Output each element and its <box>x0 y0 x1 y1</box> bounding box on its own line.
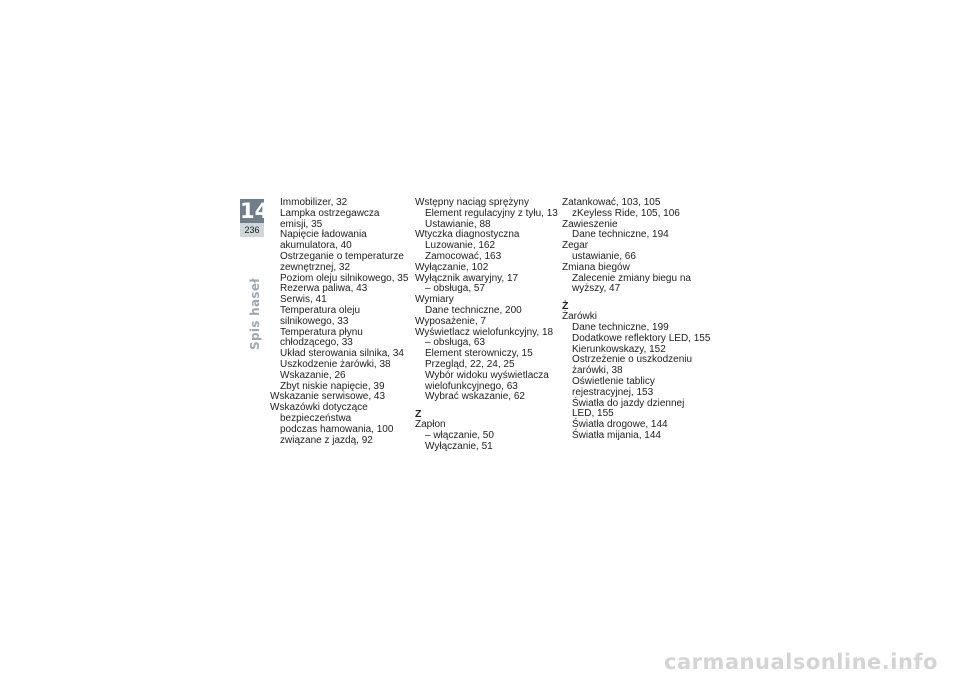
chapter-number: 14 <box>240 199 270 223</box>
index-entry: Element regulacyjny z tyłu, 13 <box>425 207 558 219</box>
index-entry: podczas hamowania, 100 <box>280 423 394 435</box>
index-entry: rejestracyjnej, 153 <box>572 386 654 398</box>
index-entry: bezpieczeństwa <box>280 412 352 424</box>
index-entry: Układ sterowania silnika, 34 <box>280 348 404 360</box>
index-entry: Wyposażenie, 7 <box>415 315 487 327</box>
index-column-2 <box>415 197 558 453</box>
index-entry: Przegląd, 22, 24, 25 <box>425 358 515 370</box>
chapter-tab <box>240 199 270 237</box>
index-entry: związane z jazdą, 92 <box>280 434 373 446</box>
section-label: Spis haseł <box>248 277 262 350</box>
index-entry: chłodzącego, 33 <box>280 337 353 349</box>
index-letter-heading: Z <box>415 408 422 421</box>
index-entry: – obsługa, 63 <box>425 337 486 349</box>
index-entry: LED, 155 <box>572 408 614 420</box>
index-letter-heading: Ż <box>562 300 569 313</box>
index-entry: Światła drogowe, 144 <box>572 419 668 431</box>
index-entry: Poziom oleju silnikowego, 35 <box>280 272 409 284</box>
index-entry: Dane techniczne, 194 <box>572 229 669 241</box>
index-entry: Zmiana biegów <box>562 261 630 273</box>
index-entry: Wybór widoku wyświetlacza <box>425 369 549 381</box>
index-entry: Wstępny naciąg sprężyny <box>415 197 529 208</box>
index-entry: emisji, 35 <box>280 218 323 230</box>
index-entry: ustawianie, 66 <box>572 250 636 262</box>
index-entry: zewnętrznej, 32 <box>280 261 351 273</box>
index-column-3 <box>562 197 711 442</box>
index-entry: akumulatora, 40 <box>280 240 352 252</box>
index-entry: Wskazanie, 26 <box>280 369 346 381</box>
index-entry: Rezerwa paliwa, 43 <box>280 283 368 295</box>
index-entry: Wskazanie serwisowe, 43 <box>270 391 386 403</box>
index-entry: Temperatura oleju <box>280 304 361 316</box>
index-entry: Zegar <box>562 240 589 252</box>
index-entry: Wyłączanie, 102 <box>415 261 489 273</box>
index-entry: Temperatura płynu <box>280 326 363 338</box>
index-entry: Wskazówki dotyczące <box>270 402 368 414</box>
index-entry: Zawieszenie <box>562 218 618 230</box>
index-entry: Ostrzeganie o temperaturze <box>280 250 404 262</box>
index-entry: Zamocować, 163 <box>425 250 502 262</box>
index-entry: Wymiary <box>415 294 454 306</box>
index-entry: Kierunkowskazy, 152 <box>572 343 666 355</box>
index-entry: Światła mijania, 144 <box>572 429 661 441</box>
index-entry: Wybrać wskazanie, 62 <box>425 391 525 403</box>
index-entry: Wyświetlacz wielofunkcyjny, 18 <box>415 326 554 338</box>
index-entry: wielofunkcyjnego, 63 <box>425 380 518 392</box>
index-entry: Ustawianie, 88 <box>425 218 491 230</box>
index-entry: zKeyless Ride, 105, 106 <box>572 207 680 219</box>
index-entry: wyższy, 47 <box>572 283 621 295</box>
index-entry: żarówki, 38 <box>572 365 623 377</box>
index-entry: – obsługa, 57 <box>425 283 486 295</box>
index-entry: – włączanie, 50 <box>425 429 494 441</box>
index-entry: Lampka ostrzegawcza <box>280 207 380 219</box>
index-entry: Napięcie ładowania <box>280 229 367 241</box>
index-entry: Żarówki <box>562 311 598 323</box>
index-entry: Serwis, 41 <box>280 294 327 306</box>
index-entry: silnikowego, 33 <box>280 315 349 327</box>
index-entry: Dane techniczne, 199 <box>572 321 669 333</box>
page-number: 236 <box>240 223 264 237</box>
index-column-1 <box>270 198 410 446</box>
index-entry: Immobilizer, 32 <box>280 197 348 208</box>
index-entry: Uszkodzenie żarówki, 38 <box>280 358 391 370</box>
index-entry: Element sterowniczy, 15 <box>425 348 533 360</box>
index-entry: Zapłon <box>415 419 446 431</box>
index-entry: Dodatkowe reflektory LED, 155 <box>572 332 711 344</box>
index-entry: Wyłączanie, 51 <box>425 440 493 452</box>
index-entry: Światła do jazdy dziennej <box>572 397 685 409</box>
index-entry: Wtyczka diagnostyczna <box>415 229 520 241</box>
watermark: carmanualsonline.info <box>664 650 938 674</box>
index-entry: Dane techniczne, 200 <box>425 304 522 316</box>
index-entry: Zalecenie zmiany biegu na <box>572 272 691 284</box>
index-entry: Zbyt niskie napięcie, 39 <box>280 380 385 392</box>
index-entry: Ostrzeżenie o uszkodzeniu <box>572 354 693 366</box>
index-entry: Oświetlenie tablicy <box>572 375 655 387</box>
index-entry: Luzowanie, 162 <box>425 240 496 252</box>
index-entry: Zatankować, 103, 105 <box>562 197 661 208</box>
index-entry: Wyłącznik awaryjny, 17 <box>415 272 519 284</box>
